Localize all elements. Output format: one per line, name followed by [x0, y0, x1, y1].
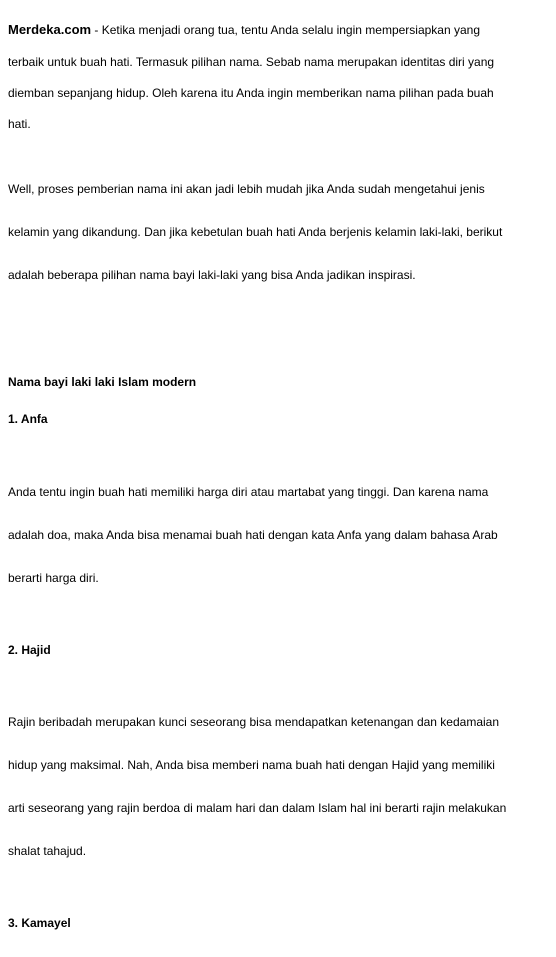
paragraph-2-line-1: Well, proses pemberian nama ini akan jadi lebih mudah jika Anda sudah mengetahui jenis — [8, 182, 485, 196]
intro-line-3: diemban sepanjang hidup. Oleh karena itu Anda ingin memberikan nama pilihan pada buah — [8, 86, 494, 100]
item-anfa-line-2: adalah doa, maka Anda bisa menamai buah hati dengan kata Anfa yang dalam bahasa Arab — [8, 528, 498, 542]
item-heading-hajid: 2. Hajid — [8, 643, 51, 657]
item-hajid-line-1: Rajin beribadah merupakan kunci seseorang bisa mendapatkan ketenangan dan kedamaian — [8, 715, 500, 729]
intro-line-2: terbaik untuk buah hati. Termasuk pilihan nama. Sebab nama merupakan identitas diri yang — [8, 55, 495, 69]
paragraph-2-line-2: kelamin yang dikandung. Dan jika kebetulan buah hati Anda berjenis kelamin laki-laki, berikut — [8, 225, 503, 239]
intro-text: - Ketika menjadi orang tua, tentu Anda selalu ingin mempersiapkan yang — [91, 23, 480, 37]
item-anfa-line-1: Anda tentu ingin buah hati memiliki harga diri atau martabat yang tinggi. Dan karena nama — [8, 485, 489, 499]
intro-line-4: hati. — [8, 117, 31, 131]
paragraph-2-line-3: adalah beberapa pilihan nama bayi laki-laki yang bisa Anda jadikan inspirasi. — [8, 268, 416, 282]
item-hajid-line-3: arti seseorang yang rajin berdoa di malam hari dan dalam Islam hal ini berarti rajin melakukan — [8, 801, 507, 815]
section-heading: Nama bayi laki laki Islam modern — [8, 375, 197, 389]
item-heading-anfa: 1. Anfa — [8, 412, 48, 426]
item-hajid-line-2: hidup yang maksimal. Nah, Anda bisa memberi nama buah hati dengan Hajid yang memiliki — [8, 758, 495, 772]
intro-line-1 — [8, 23, 480, 37]
item-anfa-line-3: berarti harga diri. — [8, 571, 99, 585]
item-heading-kamayel: 3. Kamayel — [8, 916, 71, 930]
item-hajid-line-4: shalat tahajud. — [8, 844, 87, 858]
site-name[interactable]: Merdeka.com — [8, 22, 92, 37]
